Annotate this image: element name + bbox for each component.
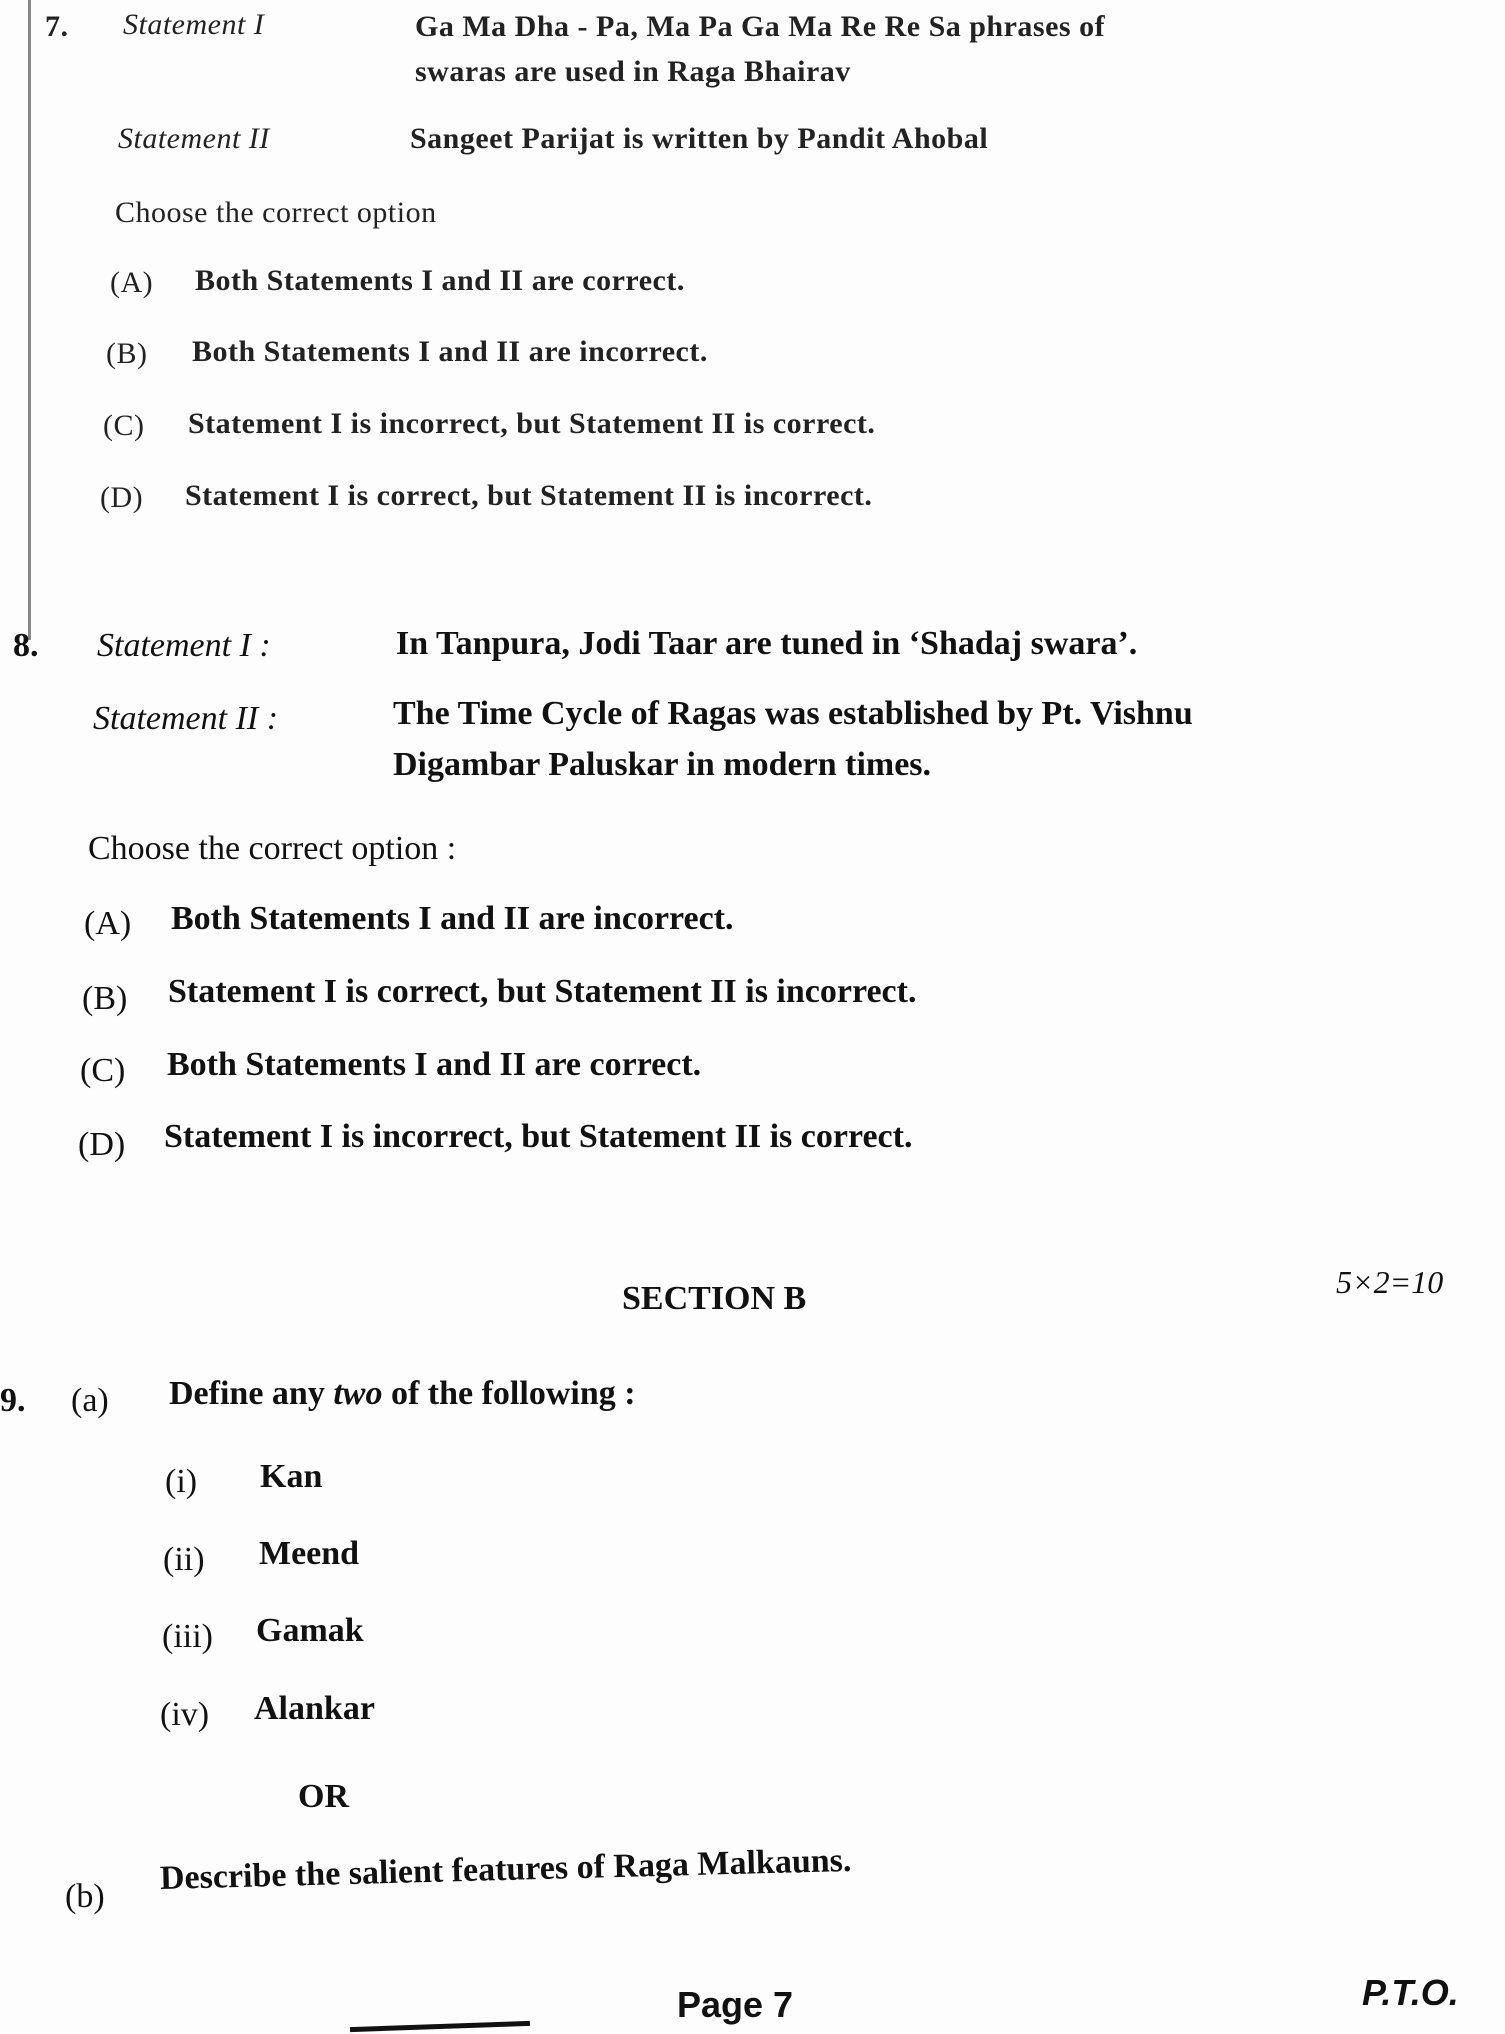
section-marks: 5×2=10 — [1336, 1264, 1444, 1300]
q9-item-i-text: Kan — [260, 1458, 323, 1495]
q8-option-c-text: Both Statements I and II are correct. — [167, 1046, 702, 1083]
q7-number: 7. — [45, 10, 69, 43]
q7-statement1-label: Statement I — [123, 8, 265, 41]
q7-option-a-text: Both Statements I and II are correct. — [195, 264, 685, 297]
q9-part-a-post: of the following : — [382, 1375, 636, 1412]
q8-number: 8. — [13, 627, 39, 664]
q7-option-d-label: (D) — [100, 481, 144, 514]
q8-option-a-text: Both Statements I and II are incorrect. — [171, 900, 734, 937]
q7-statement2-text: Sangeet Parijat is written by Pandit Ahobal — [410, 122, 989, 155]
q9-item-ii-label: (ii) — [163, 1541, 205, 1578]
q7-prompt: Choose the correct option — [115, 196, 437, 229]
q8-option-b-text: Statement I is correct, but Statement II is incorrect. — [168, 973, 917, 1010]
pen-stroke — [350, 2021, 530, 2032]
section-title: SECTION B — [622, 1280, 807, 1317]
q9-part-a-label: (a) — [71, 1382, 109, 1419]
q7-statement1-line1: Ga Ma Dha - Pa, Ma Pa Ga Ma Re Re Sa phrases of — [415, 10, 1106, 43]
q7-option-c-label: (C) — [103, 409, 145, 442]
q9-item-ii-text: Meend — [259, 1535, 360, 1572]
q9-part-b-text: Describe the salient features of Raga Malkauns. — [159, 1841, 852, 1897]
page-number: Page 7 — [677, 1984, 794, 2025]
q9-item-iv-label: (iv) — [160, 1696, 210, 1733]
pto-label: P.T.O. — [1362, 1972, 1459, 2013]
q9-part-a-text — [169, 1375, 636, 1413]
q8-statement2-label: Statement II : — [93, 700, 279, 737]
q8-prompt: Choose the correct option : — [88, 830, 457, 867]
q9-or: OR — [298, 1778, 349, 1815]
q8-statement1-text: In Tanpura, Jodi Taar are tuned in ‘Shadaj swara’. — [396, 625, 1138, 662]
q8-option-d-text: Statement I is incorrect, but Statement II is correct. — [164, 1118, 913, 1155]
q9-part-a-emphasis: two — [333, 1375, 383, 1412]
q8-option-d-label: (D) — [78, 1126, 126, 1163]
q8-option-b-label: (B) — [82, 980, 128, 1017]
q9-part-b-label: (b) — [65, 1878, 105, 1915]
q9-item-iv-text: Alankar — [254, 1690, 375, 1727]
q7-option-b-label: (B) — [106, 337, 148, 370]
q8-option-c-label: (C) — [80, 1052, 126, 1089]
q7-option-d-text: Statement I is correct, but Statement II is incorrect. — [185, 479, 873, 512]
q7-option-a-label: (A) — [110, 266, 154, 299]
q9-item-i-label: (i) — [165, 1463, 198, 1500]
q9-part-a-pre: Define any — [169, 1375, 334, 1412]
q9-number: 9. — [0, 1382, 26, 1419]
q7-statement2-label: Statement II — [118, 122, 270, 155]
page-edge-shadow — [28, 0, 31, 640]
q9-item-iii-label: (iii) — [162, 1618, 213, 1655]
q7-option-b-text: Both Statements I and II are incorrect. — [192, 335, 708, 368]
q9-item-iii-text: Gamak — [256, 1612, 364, 1649]
q7-statement1-line2: swaras are used in Raga Bhairav — [415, 55, 851, 88]
q8-statement1-label: Statement I : — [97, 627, 271, 664]
q8-statement2-line2: Digambar Paluskar in modern times. — [393, 746, 932, 783]
q8-statement2-line1: The Time Cycle of Ragas was established by Pt. Vishnu — [393, 695, 1193, 732]
q7-option-c-text: Statement I is incorrect, but Statement II is correct. — [188, 407, 876, 440]
q8-option-a-label: (A) — [84, 905, 132, 942]
